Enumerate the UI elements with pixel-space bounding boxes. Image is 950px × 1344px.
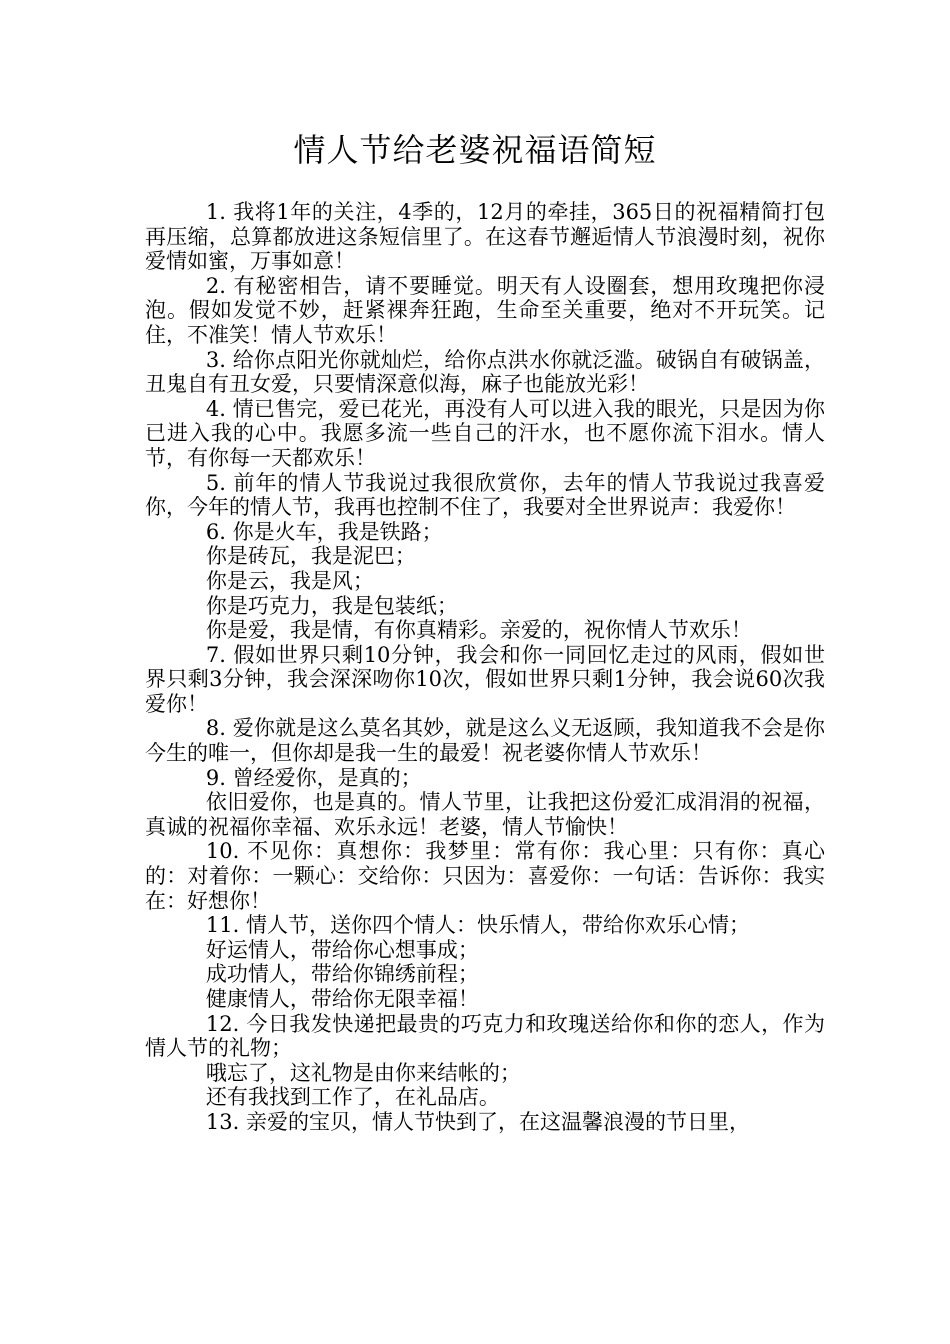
paragraph: 你是巧克力，我是包装纸；	[205, 593, 458, 618]
paragraph: 你是云，我是风；	[205, 568, 374, 593]
paragraph: 11. 情人节，送你四个情人：快乐情人，带给你欢乐心情；	[205, 913, 750, 938]
paragraph: 2. 有秘密相告，请不要睡觉。明天有人设圈套，想用玫瑰把你浸泡。假如发觉不妙，赶紧裸奔狂跑，生命至关重要，绝对不开玩笑。记住，不准笑！情人节欢乐！	[145, 273, 825, 347]
paragraph: 8. 爱你就是这么莫名其妙，就是这么义无返顾，我知道我不会是你今生的唯一，但你却是我一生的最爱！祝老婆你情人节欢乐！	[145, 716, 825, 766]
paragraph: 还有我找到工作了，在礼品店。	[205, 1085, 500, 1110]
document-title: 情人节给老婆祝福语简短	[293, 131, 657, 169]
paragraph: 6. 你是火车，我是铁路；	[205, 519, 443, 544]
paragraph: 10. 不见你：真想你：我梦里：常有你：我心里：只有你：真心的：对着你：一颗心：交给你：只因为：喜爱你：一句话：告诉你：我实在：好想你！	[145, 839, 825, 913]
paragraph: 7. 假如世界只剩10分钟，我会和你一同回忆走过的风雨，假如世界只剩3分钟，我会深深吻你10次，假如世界只剩1分钟，我会说60次我爱你！	[145, 642, 825, 716]
paragraph: 好运情人，带给你心想事成；	[205, 937, 479, 962]
paragraph: 4. 情已售完，爱已花光，再没有人可以进入我的眼光，只是因为你已进入我的心中。我愿多流一些自己的汗水，也不愿你流下泪水。情人节，有你每一天都欢乐！	[145, 396, 825, 470]
paragraph: 5. 前年的情人节我说过我很欣赏你，去年的情人节我说过我喜爱你，今年的情人节，我再也控制不住了，我要对全世界说声：我爱你！	[145, 470, 825, 520]
paragraph: 9. 曾经爱你，是真的；	[205, 765, 422, 790]
document-body	[145, 200, 825, 1135]
paragraph: 12. 今日我发快递把最贵的巧克力和玫瑰送给你和你的恋人，作为情人节的礼物；	[145, 1011, 825, 1061]
paragraph: 1. 我将1年的关注，4季的，12月的牵挂，365日的祝福精简打包再压缩，总算都放进这条短信里了。在这春节邂逅情人节浪漫时刻，祝你爱情如蜜，万事如意！	[145, 200, 825, 274]
paragraph: 哦忘了，这礼物是由你来结帐的；	[205, 1060, 521, 1085]
paragraph: 健康情人，带给你无限幸福！	[205, 987, 479, 1011]
paragraph: 你是砖瓦，我是泥巴；	[205, 544, 416, 569]
paragraph: 依旧爱你，也是真的。情人节里，让我把这份爱汇成涓涓的祝福，真诚的祝福你幸福、欢乐永远！老婆，情人节愉快！	[145, 790, 825, 839]
paragraph: 你是爱，我是情，有你真精彩。亲爱的，祝你情人节欢乐！	[205, 618, 752, 643]
paragraph: 13. 亲爱的宝贝，情人节快到了，在这温馨浪漫的节日里，	[205, 1109, 750, 1134]
paragraph: 成功情人，带给你锦绣前程；	[205, 962, 479, 987]
paragraph: 3. 给你点阳光你就灿烂，给你点洪水你就泛滥。破锅自有破锅盖，丑鬼自有丑女爱，只要情深意似海，麻子也能放光彩！	[145, 347, 825, 397]
